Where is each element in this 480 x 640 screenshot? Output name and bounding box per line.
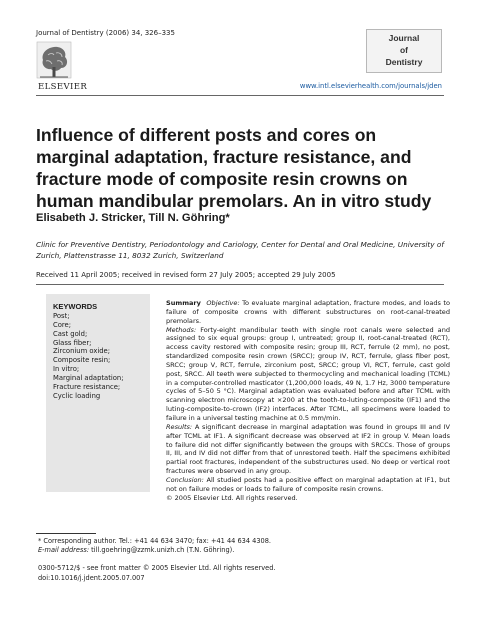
objective-label: Objective: [206, 299, 240, 307]
corresponding-contact: * Corresponding author. Tel.: +41 44 634 3470; fax: +41 44 634 4308. [38, 537, 271, 545]
abstract [166, 299, 450, 502]
journal-logo-line: of [399, 45, 409, 55]
keyword-item: Composite resin; [53, 356, 111, 365]
results-label: Results: [166, 422, 193, 431]
dates-divider [36, 284, 444, 285]
abstract-results [166, 423, 450, 476]
article-dates: Received 11 April 2005; received in revised form 27 July 2005; accepted 29 July 2005 [36, 271, 336, 279]
results-text: A significant decrease in marginal adaptation was found in groups III and IV after TCML at IF1. A significant decrease was observed at IF2 in group V. Mean loads to failure did not differ significantly between the groups with SRCCs. Those of groups II, III, and IV did not differ from that of unrestored teeth. Half the specimens exhibited partial root fractures, independent of the substructures used. No deep or vertical root fractures were observed in any group. [166, 422, 450, 476]
methods-label: Methods: [166, 325, 197, 334]
journal-citation: Journal of Dentistry (2006) 34, 326–335 [36, 29, 175, 37]
methods-text: Forty-eight mandibular teeth with single root canals were selected and assigned to six equal groups: group I, untreated; group II, root-canal-treated (RCT), access cavity restored with composite resin; group III, RCT, ferrule (2 mm), no post, standardized composite resin crown (SRCC); group IV, RCT, ferrule, glass fiber post, SRCC; group V, RCT, ferrule, zirconium post, SRCC; group VI, RCT, ferrule, cast gold post, SRCC. All teeth were subjected to thermocycling and mechanical loading (TCML) in a computer-controlled masticator (1,200,000 loads, 49 N, 1.7 Hz, 3000 temperature cycles of 5–50 5 °C). Marginal adaptation was evaluated before and after TCML with scanning electron microscopy at ×200 at the tooth-to-luting-composite (IF1) and the luting-composite-to-crown (IF2) interfaces. After TCML, all specimens were loaded to failure in a universal testing machine at 0.5 mm/min. [166, 325, 450, 422]
objective-text: To evaluate marginal adaptation, fracture modes, and loads to failure of composite crowns with different substructures on root-canal-treated premolars. [166, 299, 450, 325]
keyword-item: Glass fiber; [53, 338, 92, 347]
abstract-methods [166, 326, 450, 423]
keyword-item: Core; [53, 320, 72, 329]
keyword-item: Fracture resistance; [53, 382, 121, 391]
corresponding-author-footnote [38, 537, 448, 555]
keyword-item: In vitro; [53, 365, 80, 374]
email-address-link[interactable]: till.goehring@zzmk.unizh.ch (T.N. Göhring). [91, 545, 235, 554]
keyword-item: Marginal adaptation; [53, 373, 124, 382]
summary-label: Summary [166, 299, 201, 307]
keywords-list [53, 312, 143, 400]
doi-link[interactable]: doi:10.1016/j.jdent.2005.07.007 [38, 573, 145, 582]
author-affiliation: Clinic for Preventive Dentistry, Periodontology and Cariology, Center for Dental and Oral Medicine, University of Zurich, Plattenstrasse 11, 8032 Zurich, Switzerland [36, 240, 444, 260]
article-authors: Elisabeth J. Stricker, Till N. Göhring* [36, 212, 230, 224]
conclusion-text: All studied posts had a positive effect on marginal adaptation at IF1, but not on failure modes or loads to failure of composite resin crowns. [166, 475, 450, 493]
keyword-item: Post; [53, 312, 70, 320]
journal-url-link[interactable]: www.intl.elsevierhealth.com/journals/jden [299, 82, 442, 90]
article-title: Influence of different posts and cores on marginal adaptation, fracture resistance, and fracture mode of composite resin crowns on human mandibular premolars. An in vitro study [36, 125, 432, 211]
abstract-copyright: © 2005 Elsevier Ltd. All rights reserved. [166, 493, 298, 502]
footnote-divider [36, 533, 96, 534]
issn-line: 0300-5712/$ - see front matter © 2005 Elsevier Ltd. All rights reserved. [38, 564, 276, 572]
keyword-item: Cast gold; [53, 329, 88, 338]
journal-logo-line: Dentistry [385, 57, 423, 67]
conclusion-label: Conclusion: [166, 475, 204, 484]
journal-logo-line: Journal [388, 33, 420, 43]
keyword-item: Cyclic loading [53, 391, 101, 400]
front-matter-info [38, 564, 438, 583]
abstract-conclusion [166, 476, 450, 494]
keywords-box [46, 294, 150, 492]
elsevier-tree-logo [36, 41, 72, 85]
email-label: E-mail address: [38, 545, 90, 554]
keywords-heading: KEYWORDS [53, 302, 98, 311]
email-line [38, 546, 448, 555]
journal-logo [366, 29, 442, 73]
publisher-name: ELSEVIER [38, 82, 88, 92]
keyword-item: Zirconium oxide; [53, 347, 111, 356]
abstract-objective [166, 299, 450, 326]
header-divider [36, 95, 444, 96]
